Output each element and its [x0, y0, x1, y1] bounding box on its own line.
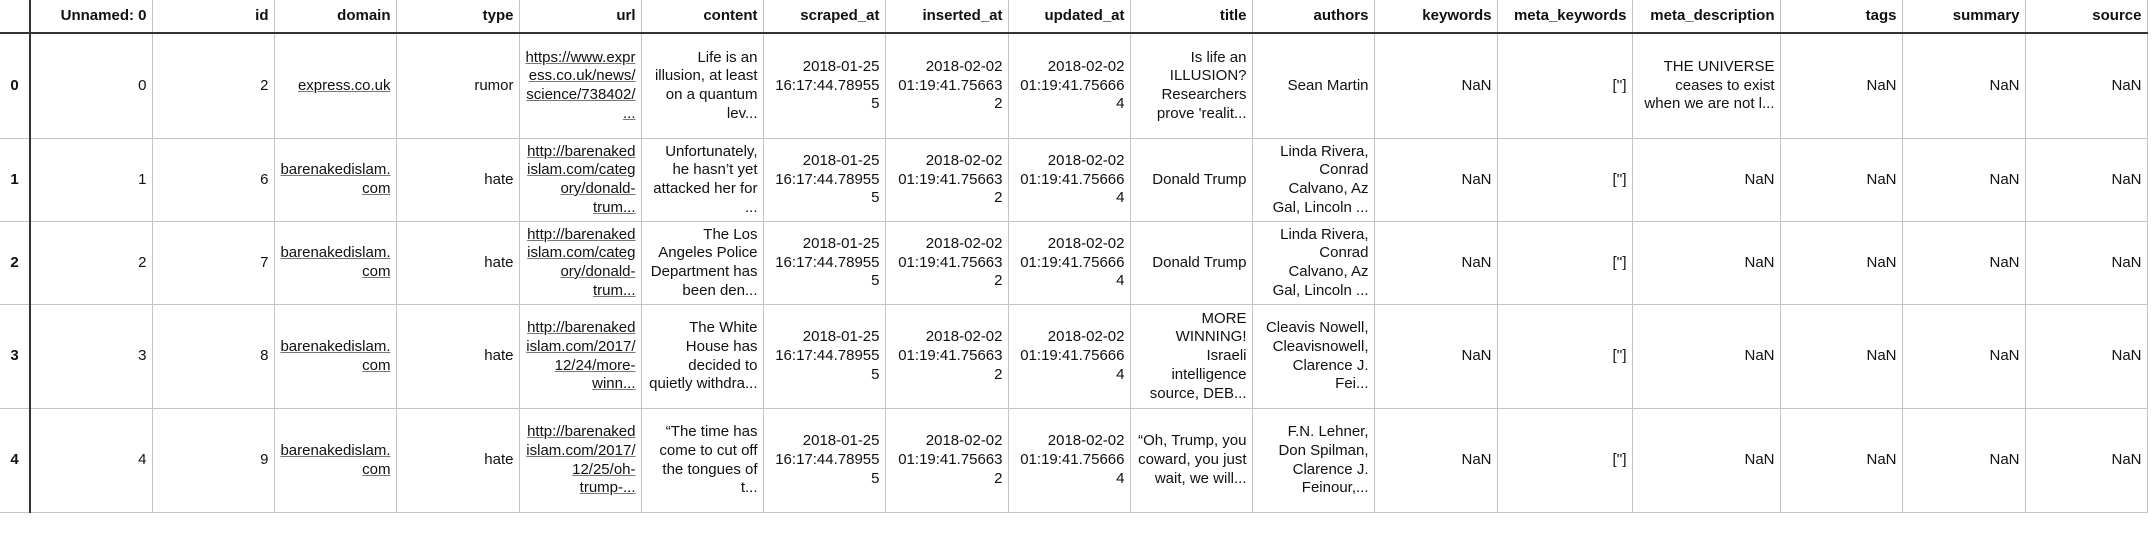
- cell-tags: NaN: [1780, 33, 1902, 139]
- cell-domain: [274, 139, 396, 222]
- cell-meta-keywords: ['']: [1497, 409, 1632, 513]
- cell-domain: [274, 222, 396, 305]
- table-row: [0, 222, 2147, 305]
- column-header: content: [641, 0, 763, 33]
- cell-updated-at: 2018-02-02 01:19:41.756664: [1008, 409, 1130, 513]
- table-body: [0, 33, 2147, 513]
- cell-meta-description: NaN: [1632, 139, 1780, 222]
- cell-inserted-at: 2018-02-02 01:19:41.756632: [885, 305, 1008, 409]
- cell-meta-description: NaN: [1632, 305, 1780, 409]
- cell-inserted-at: 2018-02-02 01:19:41.756632: [885, 139, 1008, 222]
- cell-unnamed: 0: [30, 33, 152, 139]
- row-index: 0: [0, 33, 30, 139]
- cell-inserted-at: 2018-02-02 01:19:41.756632: [885, 409, 1008, 513]
- cell-type: hate: [396, 409, 519, 513]
- cell-meta-description: NaN: [1632, 409, 1780, 513]
- cell-unnamed: 1: [30, 139, 152, 222]
- cell-summary: NaN: [1902, 409, 2025, 513]
- column-header: tags: [1780, 0, 1902, 33]
- column-header: type: [396, 0, 519, 33]
- url-link[interactable]: http://barenakedislam.com/category/donald-trum...: [527, 225, 636, 299]
- cell-domain: [274, 33, 396, 139]
- cell-keywords: NaN: [1374, 305, 1497, 409]
- cell-updated-at: 2018-02-02 01:19:41.756664: [1008, 222, 1130, 305]
- cell-authors: F.N. Lehner, Don Spilman, Clarence J. Feinour,...: [1252, 409, 1374, 513]
- url-link[interactable]: https://www.express.co.uk/news/science/738402/...: [525, 48, 636, 122]
- row-index: 3: [0, 305, 30, 409]
- cell-url: [519, 33, 641, 139]
- cell-unnamed: 3: [30, 305, 152, 409]
- cell-tags: NaN: [1780, 222, 1902, 305]
- domain-link[interactable]: barenakedislam.com: [280, 441, 391, 478]
- column-header: summary: [1902, 0, 2025, 33]
- column-header: source: [2025, 0, 2147, 33]
- table-row: [0, 409, 2147, 513]
- cell-title: “Oh, Trump, you coward, you just wait, we will...: [1130, 409, 1252, 513]
- table-row: [0, 139, 2147, 222]
- cell-summary: NaN: [1902, 33, 2025, 139]
- column-header: inserted_at: [885, 0, 1008, 33]
- column-header: title: [1130, 0, 1252, 33]
- cell-source: NaN: [2025, 222, 2147, 305]
- cell-id: 9: [152, 409, 274, 513]
- cell-scraped-at: 2018-01-25 16:17:44.789555: [763, 409, 885, 513]
- column-header: meta_description: [1632, 0, 1780, 33]
- domain-link[interactable]: barenakedislam.com: [280, 244, 391, 280]
- cell-type: hate: [396, 305, 519, 409]
- column-header: url: [519, 0, 641, 33]
- cell-content: Unfortunately, he hasn’t yet attacked her for ...: [641, 139, 763, 222]
- cell-scraped-at: 2018-01-25 16:17:44.789555: [763, 305, 885, 409]
- cell-keywords: NaN: [1374, 139, 1497, 222]
- cell-summary: NaN: [1902, 139, 2025, 222]
- cell-keywords: NaN: [1374, 409, 1497, 513]
- cell-inserted-at: 2018-02-02 01:19:41.756632: [885, 222, 1008, 305]
- cell-url: [519, 305, 641, 409]
- domain-link[interactable]: barenakedislam.com: [280, 161, 391, 197]
- cell-tags: NaN: [1780, 409, 1902, 513]
- column-header: authors: [1252, 0, 1374, 33]
- cell-scraped-at: 2018-01-25 16:17:44.789555: [763, 222, 885, 305]
- cell-meta-keywords: ['']: [1497, 33, 1632, 139]
- cell-scraped-at: 2018-01-25 16:17:44.789555: [763, 139, 885, 222]
- cell-title: Donald Trump: [1130, 222, 1252, 305]
- cell-type: hate: [396, 222, 519, 305]
- cell-summary: NaN: [1902, 305, 2025, 409]
- cell-source: NaN: [2025, 305, 2147, 409]
- url-link[interactable]: http://barenakedislam.com/2017/12/24/more-winn...: [526, 319, 636, 393]
- cell-type: hate: [396, 139, 519, 222]
- column-header: domain: [274, 0, 396, 33]
- cell-meta-keywords: ['']: [1497, 222, 1632, 305]
- cell-updated-at: 2018-02-02 01:19:41.756664: [1008, 33, 1130, 139]
- cell-tags: NaN: [1780, 305, 1902, 409]
- column-header: keywords: [1374, 0, 1497, 33]
- cell-source: NaN: [2025, 409, 2147, 513]
- cell-url: [519, 222, 641, 305]
- cell-id: 7: [152, 222, 274, 305]
- header-row: [0, 0, 2147, 33]
- cell-title: Is life an ILLUSION? Researchers prove 'realit...: [1130, 33, 1252, 139]
- url-link[interactable]: http://barenakedislam.com/category/donald-trum...: [527, 142, 636, 216]
- table-row: [0, 305, 2147, 409]
- cell-inserted-at: 2018-02-02 01:19:41.756632: [885, 33, 1008, 139]
- cell-url: [519, 409, 641, 513]
- column-header: id: [152, 0, 274, 33]
- cell-meta-description: THE UNIVERSE ceases to exist when we are not l...: [1632, 33, 1780, 139]
- row-index: 4: [0, 409, 30, 513]
- table-header: [0, 0, 2147, 33]
- column-header: scraped_at: [763, 0, 885, 33]
- table-row: [0, 33, 2147, 139]
- cell-source: NaN: [2025, 139, 2147, 222]
- cell-type: rumor: [396, 33, 519, 139]
- cell-scraped-at: 2018-01-25 16:17:44.789555: [763, 33, 885, 139]
- row-index: 2: [0, 222, 30, 305]
- cell-id: 2: [152, 33, 274, 139]
- column-header: meta_keywords: [1497, 0, 1632, 33]
- cell-id: 6: [152, 139, 274, 222]
- cell-content: The White House has decided to quietly withdra...: [641, 305, 763, 409]
- domain-link[interactable]: barenakedislam.com: [280, 337, 391, 374]
- cell-title: MORE WINNING! Israeli intelligence source, DEB...: [1130, 305, 1252, 409]
- cell-keywords: NaN: [1374, 222, 1497, 305]
- cell-content: The Los Angeles Police Department has been den...: [641, 222, 763, 305]
- cell-meta-keywords: ['']: [1497, 139, 1632, 222]
- cell-meta-description: NaN: [1632, 222, 1780, 305]
- cell-url: [519, 139, 641, 222]
- url-link[interactable]: http://barenakedislam.com/2017/12/25/oh-trump-...: [526, 423, 636, 497]
- cell-content: “The time has come to cut off the tongues of t...: [641, 409, 763, 513]
- column-header: Unnamed: 0: [30, 0, 152, 33]
- cell-authors: Linda Rivera, Conrad Calvano, Az Gal, Lincoln ...: [1252, 222, 1374, 305]
- column-header: updated_at: [1008, 0, 1130, 33]
- cell-updated-at: 2018-02-02 01:19:41.756664: [1008, 139, 1130, 222]
- domain-link[interactable]: express.co.uk: [297, 76, 391, 94]
- cell-source: NaN: [2025, 33, 2147, 139]
- cell-domain: [274, 305, 396, 409]
- cell-content: Life is an illusion, at least on a quantum lev...: [641, 33, 763, 139]
- cell-keywords: NaN: [1374, 33, 1497, 139]
- cell-domain: [274, 409, 396, 513]
- cell-tags: NaN: [1780, 139, 1902, 222]
- cell-id: 8: [152, 305, 274, 409]
- row-index: 1: [0, 139, 30, 222]
- cell-summary: NaN: [1902, 222, 2025, 305]
- cell-title: Donald Trump: [1130, 139, 1252, 222]
- index-header: [0, 0, 30, 33]
- cell-unnamed: 2: [30, 222, 152, 305]
- cell-unnamed: 4: [30, 409, 152, 513]
- cell-authors: Sean Martin: [1252, 33, 1374, 139]
- cell-authors: Linda Rivera, Conrad Calvano, Az Gal, Lincoln ...: [1252, 139, 1374, 222]
- cell-meta-keywords: ['']: [1497, 305, 1632, 409]
- cell-updated-at: 2018-02-02 01:19:41.756664: [1008, 305, 1130, 409]
- cell-authors: Cleavis Nowell, Cleavisnowell, Clarence J. Fei...: [1252, 305, 1374, 409]
